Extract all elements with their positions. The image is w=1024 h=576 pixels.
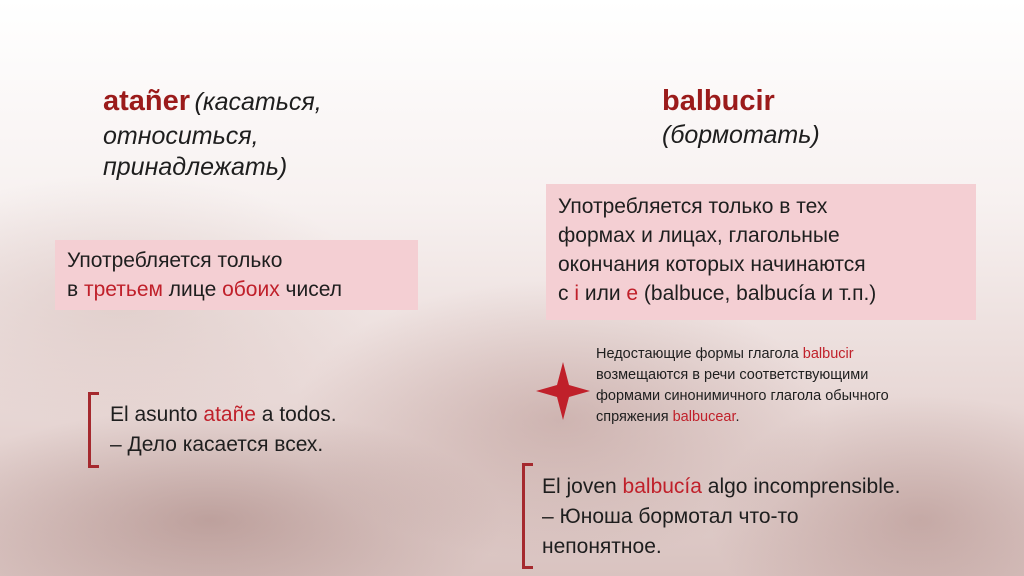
left-translation-line3: принадлежать) — [103, 153, 288, 181]
left-usage-box — [55, 240, 418, 310]
left-example-text: a todos. — [255, 403, 337, 426]
left-example — [110, 400, 337, 460]
right-verb: balbucir — [662, 85, 775, 117]
right-example-ru-line1: – Юноша бормотал что-то — [542, 505, 799, 528]
right-usage-highlight-e: e — [626, 282, 639, 305]
right-note-text: Недостающие формы глагола — [596, 346, 803, 362]
left-example-es — [110, 400, 337, 430]
left-verb: atañer — [103, 85, 191, 117]
left-usage-line1: Употребляется только — [67, 249, 283, 272]
right-usage-line3: окончания которых начинаются — [558, 253, 866, 276]
right-note-highlight-balbucir: balbucir — [802, 346, 854, 362]
right-usage-text: с — [558, 282, 575, 305]
four-point-star-icon — [536, 362, 590, 420]
right-usage-line2: формах и лицах, глагольные — [558, 224, 840, 247]
right-note-line3: формами синонимичного глагола обычного — [596, 388, 889, 404]
right-usage-highlight-i: i — [574, 282, 580, 305]
right-note-line1 — [596, 344, 889, 365]
left-translation-line2: относиться, — [103, 122, 259, 150]
right-note-line4 — [596, 407, 889, 428]
right-usage-box — [546, 184, 976, 320]
right-heading — [662, 84, 820, 152]
left-example-highlight: atañe — [203, 403, 256, 426]
right-note-text: . — [735, 409, 740, 425]
left-usage-line2 — [67, 275, 406, 304]
right-note-text: спряжения — [596, 409, 673, 425]
right-usage-text: (balbuce, balbucía и т.п.) — [638, 282, 877, 305]
right-example-highlight: balbucía — [622, 475, 702, 498]
right-note-highlight-balbucear: balbucear — [672, 409, 736, 425]
left-translation-line1: (касаться, — [194, 88, 322, 116]
right-usage-line1: Употребляется только в тех — [558, 195, 828, 218]
right-example-ru-line2: непонятное. — [542, 535, 662, 558]
right-note — [596, 344, 889, 428]
left-example-bracket — [88, 392, 99, 468]
right-usage-line4 — [558, 279, 964, 308]
left-usage-highlight-both: обоих — [222, 278, 280, 301]
right-example-text: El joven — [542, 475, 623, 498]
right-example-bracket — [522, 463, 533, 569]
left-example-text: El asunto — [110, 403, 204, 426]
right-example-es — [542, 472, 900, 502]
left-heading — [103, 86, 322, 183]
left-example-ru: – Дело касается всех. — [110, 433, 324, 456]
left-usage-highlight-third: третьем — [84, 278, 163, 301]
left-usage-text: лице — [162, 278, 223, 301]
left-usage-text: чисел — [279, 278, 342, 301]
right-example — [542, 472, 900, 562]
right-translation: (бормотать) — [662, 121, 820, 149]
right-note-line2: возмещаются в речи соответствующими — [596, 367, 869, 383]
left-usage-text: в — [67, 278, 84, 301]
right-example-text: algo incomprensible. — [701, 475, 901, 498]
right-usage-text: или — [579, 282, 627, 305]
